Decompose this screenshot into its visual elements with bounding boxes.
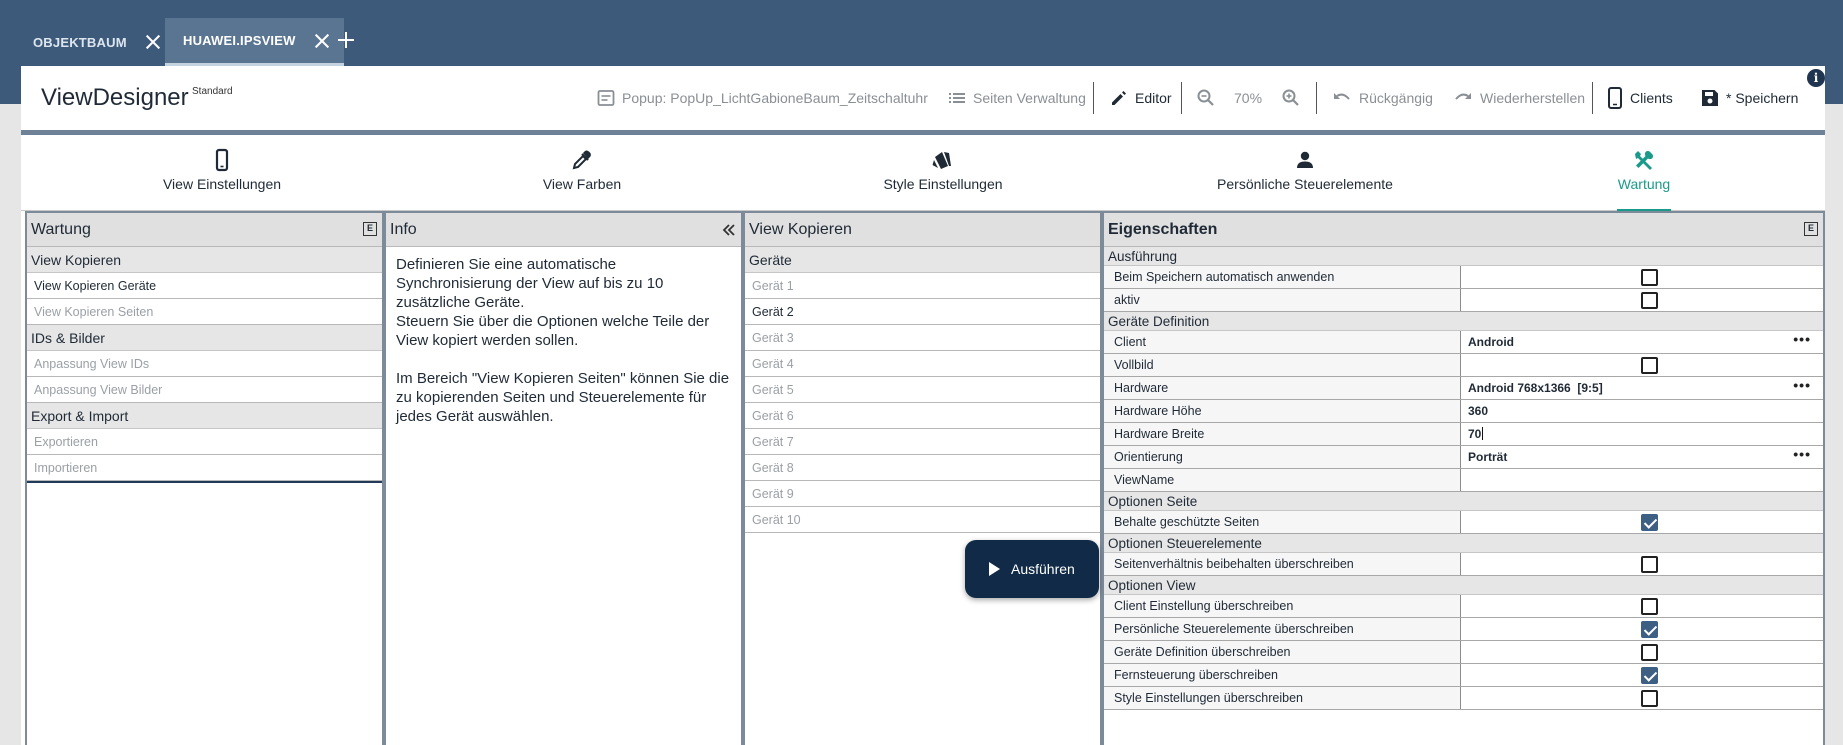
divider	[1316, 82, 1317, 114]
list-item-geraet[interactable]: Gerät 5	[745, 377, 1100, 403]
zoom-out-icon	[1196, 88, 1216, 108]
property-value[interactable]	[1462, 331, 1823, 353]
client-value: Android	[1468, 335, 1514, 349]
panel-header	[386, 213, 741, 247]
group-header: Ausführung	[1104, 247, 1823, 266]
property-label: Hardware Breite	[1104, 423, 1461, 445]
hardware-hoehe-input[interactable]	[1462, 400, 1823, 422]
ausfuehren-label: Ausführen	[1011, 561, 1075, 577]
tab-persoenliche-steuerelemente[interactable]	[1191, 135, 1419, 211]
property-row	[1104, 289, 1823, 312]
tab-label: View Farben	[542, 176, 622, 192]
redo-button[interactable]	[1453, 86, 1585, 110]
property-row	[1104, 687, 1823, 710]
property-row	[1104, 641, 1823, 664]
editor-label: Editor	[1135, 90, 1172, 106]
group-header: IDs & Bilder	[27, 325, 382, 351]
checkbox[interactable]	[1641, 598, 1658, 615]
header	[21, 66, 1825, 130]
zoom-in-icon	[1281, 88, 1301, 108]
app-edition: Standard	[192, 86, 233, 97]
property-value	[1462, 618, 1823, 640]
tab-style-einstellungen[interactable]	[851, 135, 1035, 211]
pages-button[interactable]	[948, 86, 1086, 110]
property-row	[1104, 331, 1823, 354]
tab-objektbaum[interactable]	[15, 18, 175, 66]
list-item-geraet[interactable]: Gerät 7	[745, 429, 1100, 455]
property-value[interactable]	[1462, 377, 1823, 399]
property-value	[1462, 641, 1823, 663]
divider	[1181, 82, 1182, 114]
tab-label: Style Einstellungen	[883, 176, 1003, 192]
checkbox[interactable]	[1641, 357, 1658, 374]
group-header: Geräte	[745, 247, 1100, 273]
close-icon[interactable]	[145, 34, 161, 50]
list-icon	[948, 89, 966, 107]
property-row	[1104, 423, 1823, 446]
list-item-geraet[interactable]: Gerät 2	[745, 299, 1100, 325]
expand-icon[interactable]: E	[363, 222, 377, 236]
app-title: ViewDesigner	[41, 84, 189, 111]
property-value	[1462, 687, 1823, 709]
tab-wartung[interactable]	[1604, 135, 1684, 211]
hardware-value: Android 768x1366 [9:5]	[1468, 381, 1603, 395]
expand-icon[interactable]: E	[1804, 222, 1818, 236]
info-panel	[384, 211, 743, 745]
eigenschaften-panel	[1102, 211, 1825, 745]
checkbox[interactable]	[1641, 269, 1658, 286]
property-row	[1104, 446, 1823, 469]
property-row	[1104, 469, 1823, 492]
viewname-input[interactable]	[1462, 469, 1823, 491]
list-end-divider	[27, 481, 382, 483]
collapse-icon[interactable]	[722, 224, 736, 236]
tab-view-einstellungen[interactable]	[131, 135, 313, 211]
property-row	[1104, 664, 1823, 687]
panel-title: Eigenschaften	[1108, 221, 1218, 238]
save-icon	[1701, 89, 1719, 107]
tab-label: Persönliche Steuerelemente	[1217, 176, 1393, 192]
checkbox[interactable]	[1641, 292, 1658, 309]
list-item-geraet[interactable]: Gerät 8	[745, 455, 1100, 481]
tab-label: HUAWEI.IPSVIEW	[183, 33, 296, 48]
property-value[interactable]	[1462, 446, 1823, 468]
popup-label: Popup: PopUp_LichtGabioneBaum_Zeitschaltuhr	[622, 90, 928, 106]
tab-huawei-ipsview[interactable]	[165, 18, 344, 66]
property-value	[1462, 595, 1823, 617]
ausfuehren-button[interactable]	[965, 540, 1099, 598]
property-label: aktiv	[1104, 289, 1461, 311]
save-label: * Speichern	[1726, 90, 1799, 106]
property-row	[1104, 618, 1823, 641]
redo-label: Wiederherstellen	[1480, 90, 1586, 106]
popup-icon	[597, 89, 615, 107]
list-item-geraet[interactable]: Gerät 10	[745, 507, 1100, 533]
property-row	[1104, 553, 1823, 576]
group-header: Optionen View	[1104, 576, 1823, 595]
clients-button[interactable]	[1607, 86, 1673, 110]
view-kopieren-panel	[743, 211, 1102, 745]
undo-icon	[1332, 89, 1352, 107]
panel-title: View Kopieren	[749, 221, 852, 238]
tab-label: View Einstellungen	[162, 176, 282, 192]
more-icon[interactable]: •••	[1793, 377, 1811, 393]
property-label: Client Einstellung überschreiben	[1104, 595, 1461, 617]
checkbox[interactable]	[1641, 644, 1658, 661]
property-label: Orientierung	[1104, 446, 1461, 468]
property-value	[1462, 266, 1823, 288]
eyedropper-icon	[570, 148, 594, 172]
tab-view-farben[interactable]	[501, 135, 663, 211]
divider	[1093, 82, 1094, 114]
panel-title: Wartung	[31, 221, 91, 238]
checkbox[interactable]	[1641, 514, 1658, 531]
list-item-geraet[interactable]: Gerät 4	[745, 351, 1100, 377]
group-header: Export & Import	[27, 403, 382, 429]
property-label: Persönliche Steuerelemente überschreiben	[1104, 618, 1461, 640]
property-row	[1104, 595, 1823, 618]
property-label: Vollbild	[1104, 354, 1461, 376]
checkbox[interactable]	[1641, 690, 1658, 707]
property-label: Fernsteuerung überschreiben	[1104, 664, 1461, 686]
property-label: Beim Speichern automatisch anwenden	[1104, 266, 1461, 288]
list-item-view-kopieren-seiten[interactable]: View Kopieren Seiten	[27, 299, 382, 325]
property-value	[1462, 289, 1823, 311]
style-icon	[931, 148, 955, 172]
checkbox[interactable]	[1641, 621, 1658, 638]
panel-title: Info	[390, 221, 417, 238]
checkbox[interactable]	[1641, 667, 1658, 684]
tab-label: OBJEKTBAUM	[33, 34, 127, 50]
zoom-level: 70%	[1234, 90, 1263, 106]
play-icon	[987, 561, 1001, 577]
orientierung-value: Porträt	[1468, 450, 1508, 464]
property-value	[1462, 553, 1823, 575]
list-item-anpassung-view-ids[interactable]: Anpassung View IDs	[27, 351, 382, 377]
property-value	[1462, 354, 1823, 376]
text-caret	[1482, 427, 1483, 440]
property-row	[1104, 266, 1823, 289]
popup-button[interactable]	[597, 86, 928, 110]
list-item-view-kopieren-geraete[interactable]: View Kopieren Geräte	[27, 273, 382, 299]
tools-icon	[1632, 148, 1656, 172]
checkbox[interactable]	[1641, 556, 1658, 573]
list-item-geraet[interactable]: Gerät 9	[745, 481, 1100, 507]
panel-header	[27, 213, 382, 247]
tab-label: Wartung	[1617, 176, 1671, 192]
property-label: ViewName	[1104, 469, 1461, 491]
group-header: Optionen Seite	[1104, 492, 1823, 511]
group-header: Optionen Steuerelemente	[1104, 534, 1823, 553]
undo-button[interactable]	[1332, 86, 1433, 110]
property-row	[1104, 377, 1823, 400]
property-value	[1462, 511, 1823, 533]
hardware-breite-input[interactable]	[1462, 423, 1823, 445]
property-label: Behalte geschützte Seiten	[1104, 511, 1461, 533]
breite-value: 70	[1468, 427, 1482, 441]
hoehe-value: 360	[1468, 404, 1489, 418]
phone-icon	[210, 148, 234, 172]
info-text: Definieren Sie eine automatische Synchronisierung der View auf bis zu 10 zusätzliche Geräte. Steuern Sie über die Optionen welche Teile der View kopiert werden sollen. Im Bereich "View Kopieren Seiten" können Sie die zu kopierenden Seiten und Steuerelemente für jedes Gerät auswählen.	[396, 256, 730, 425]
zoom-in-button[interactable]	[1281, 86, 1308, 110]
panel-header	[745, 213, 1100, 247]
property-value	[1462, 664, 1823, 686]
more-icon[interactable]: •••	[1793, 331, 1811, 347]
close-icon[interactable]	[314, 33, 330, 49]
list-item-importieren[interactable]: Importieren	[27, 455, 382, 481]
property-label: Hardware	[1104, 377, 1461, 399]
group-header: View Kopieren	[27, 247, 382, 273]
panel-header	[1104, 213, 1823, 247]
property-label: Seitenverhältnis beibehalten überschreiben	[1104, 553, 1461, 575]
view-designer-window	[21, 66, 1825, 745]
property-label: Hardware Höhe	[1104, 400, 1461, 422]
more-icon[interactable]: •••	[1793, 446, 1811, 462]
property-row	[1104, 511, 1823, 534]
property-label: Client	[1104, 331, 1461, 353]
section-tabs	[21, 135, 1825, 211]
list-item-anpassung-view-bilder[interactable]: Anpassung View Bilder	[27, 377, 382, 403]
group-header: Geräte Definition	[1104, 312, 1823, 331]
clients-label: Clients	[1630, 90, 1673, 106]
property-label: Geräte Definition überschreiben	[1104, 641, 1461, 663]
undo-label: Rückgängig	[1359, 90, 1433, 106]
property-label: Style Einstellungen überschreiben	[1104, 687, 1461, 709]
property-row	[1104, 400, 1823, 423]
list-item-geraet[interactable]: Gerät 1	[745, 273, 1100, 299]
list-item-exportieren[interactable]: Exportieren	[27, 429, 382, 455]
property-row	[1104, 354, 1823, 377]
info-icon[interactable]: i	[1807, 69, 1825, 87]
list-item-geraet[interactable]: Gerät 3	[745, 325, 1100, 351]
zoom-out-button[interactable]	[1196, 86, 1223, 110]
phone-icon	[1607, 87, 1623, 109]
list-item-geraet[interactable]: Gerät 6	[745, 403, 1100, 429]
redo-icon	[1453, 89, 1473, 107]
save-button[interactable]	[1701, 86, 1798, 110]
wartung-panel	[25, 211, 384, 745]
person-icon	[1293, 148, 1317, 172]
add-tab-icon[interactable]	[336, 30, 356, 50]
pages-label: Seiten Verwaltung	[973, 90, 1086, 106]
pencil-icon	[1110, 89, 1128, 107]
editor-button[interactable]	[1110, 86, 1172, 110]
divider	[1592, 82, 1593, 114]
